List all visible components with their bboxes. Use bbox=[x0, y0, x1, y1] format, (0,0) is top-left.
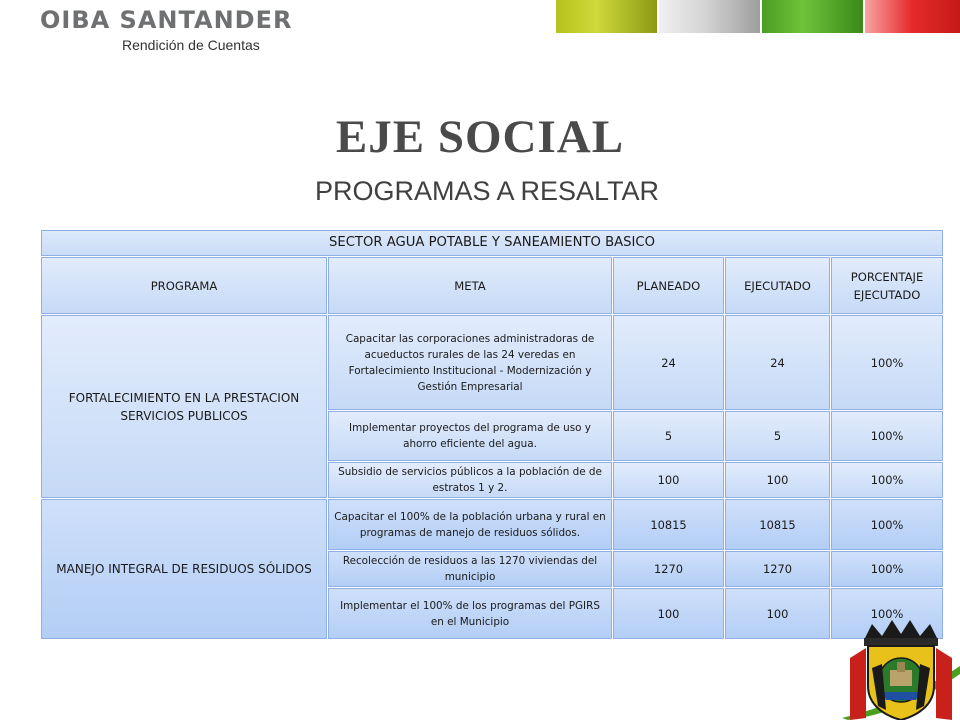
table-row bbox=[41, 499, 944, 551]
column-header-ejecutado: EJECUTADO bbox=[725, 257, 831, 315]
column-header-row bbox=[41, 257, 944, 315]
planeado-cell: 1270 bbox=[613, 551, 725, 588]
meta-cell: Capacitar el 100% de la población urbana y rural en programas de manejo de residuos sólidos. bbox=[328, 499, 613, 551]
porcentaje-cell: 100% bbox=[831, 588, 944, 640]
ejecutado-cell: 10815 bbox=[725, 499, 831, 551]
brand-subtitle: Rendición de Cuentas bbox=[122, 37, 260, 53]
porcentaje-cell: 100% bbox=[831, 462, 944, 499]
column-header-meta: META bbox=[328, 257, 613, 315]
meta-cell: Implementar el 100% de los programas del PGIRS en el Municipio bbox=[328, 588, 613, 640]
ejecutado-cell: 5 bbox=[725, 411, 831, 462]
header-color-bars bbox=[556, 0, 960, 33]
ejecutado-cell: 24 bbox=[725, 315, 831, 411]
column-header-planeado: PLANEADO bbox=[613, 257, 725, 315]
porcentaje-cell: 100% bbox=[831, 551, 944, 588]
planeado-cell: 100 bbox=[613, 588, 725, 640]
meta-cell: Subsidio de servicios públicos a la población de de estratos 1 y 2. bbox=[328, 462, 613, 499]
meta-cell: Capacitar las corporaciones administradoras de acueductos rurales de las 24 veredas en Fortalecimiento Institucional - Modernización y Gestión Empresarial bbox=[328, 315, 613, 411]
ejecutado-cell: 100 bbox=[725, 462, 831, 499]
porcentaje-cell: 100% bbox=[831, 411, 944, 462]
meta-cell: Recolección de residuos a las 1270 viviendas del municipio bbox=[328, 551, 613, 588]
programs-table bbox=[40, 229, 944, 640]
sector-row bbox=[41, 230, 944, 257]
sector-header: SECTOR AGUA POTABLE Y SANEAMIENTO BASICO bbox=[41, 230, 944, 257]
color-bar-olive bbox=[556, 0, 657, 33]
page-title: EJE SOCIAL bbox=[335, 111, 625, 163]
color-bar-red bbox=[865, 0, 960, 33]
porcentaje-cell: 100% bbox=[831, 315, 944, 411]
coat-of-arms-icon bbox=[842, 618, 960, 720]
planeado-cell: 5 bbox=[613, 411, 725, 462]
brand-block bbox=[40, 6, 293, 53]
program-cell: FORTALECIMIENTO EN LA PRESTACION SERVICIOS PUBLICOS bbox=[41, 315, 328, 499]
ejecutado-cell: 1270 bbox=[725, 551, 831, 588]
meta-cell: Implementar proyectos del programa de uso y ahorro eficiente del agua. bbox=[328, 411, 613, 462]
brand-name: OIBA SANTANDER bbox=[40, 6, 293, 34]
page-subtitle: PROGRAMAS A RESALTAR bbox=[314, 176, 660, 206]
planeado-cell: 10815 bbox=[613, 499, 725, 551]
planeado-cell: 100 bbox=[613, 462, 725, 499]
color-bar-green bbox=[762, 0, 863, 33]
color-bar-gray bbox=[659, 0, 760, 33]
column-header-porcentaje: PORCENTAJE EJECUTADO bbox=[831, 257, 944, 315]
ejecutado-cell: 100 bbox=[725, 588, 831, 640]
program-cell: MANEJO INTEGRAL DE RESIDUOS SÓLIDOS bbox=[41, 499, 328, 640]
porcentaje-cell: 100% bbox=[831, 499, 944, 551]
column-header-programa: PROGRAMA bbox=[41, 257, 328, 315]
planeado-cell: 24 bbox=[613, 315, 725, 411]
table-row bbox=[41, 315, 944, 411]
